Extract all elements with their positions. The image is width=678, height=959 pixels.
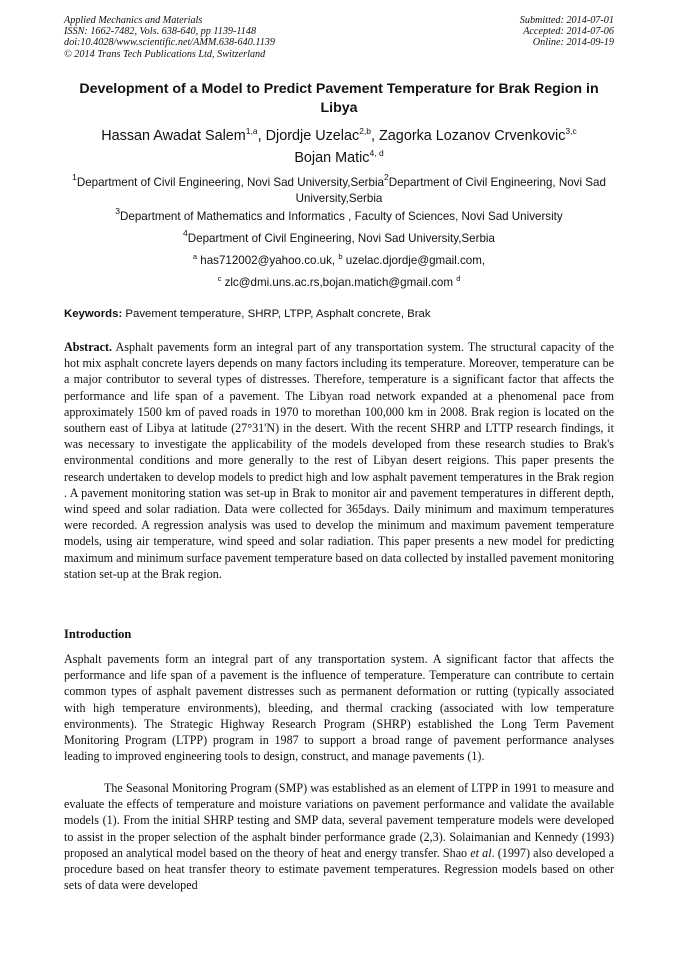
intro-paragraph-2-italic: et al — [470, 845, 492, 860]
paper-title: Development of a Model to Predict Pavement Temperature for Brak Region in Libya — [79, 81, 599, 116]
author-name: Djordje Uzelac — [265, 128, 360, 144]
email-address[interactable]: zlc@dmi.uns.ac.rs,bojan.matich@gmail.com — [224, 276, 453, 289]
author-sup: 1,a — [245, 126, 258, 136]
section-heading-introduction: Introduction — [64, 627, 132, 641]
doi: doi:10.4028/www.scientific.net/AMM.638-640.1139 — [64, 37, 275, 49]
author-sup: 4, d — [369, 148, 384, 158]
online-date: Online: 2014-09-19 — [532, 37, 614, 49]
affiliation-sup: 3 — [115, 206, 121, 216]
affiliation-sup: 1 — [72, 172, 77, 182]
author-name: Zagorka Lozanov Crvenkovic — [379, 128, 566, 144]
affiliation-text: Department of Civil Engineering, Novi Sad University,Serbia — [187, 232, 495, 245]
email-address[interactable]: has712002@yahoo.co.uk, — [200, 254, 336, 267]
author-sup: 3,c — [565, 126, 577, 136]
author-sup: 2,b — [359, 126, 372, 136]
publication-dates — [520, 15, 614, 49]
email-sup: c — [217, 274, 222, 283]
affiliation-text: Department of Civil Engineering, Novi Sad University,Serbia — [295, 176, 606, 205]
abstract — [64, 339, 614, 582]
email-line-2 — [60, 275, 618, 291]
email-sup: b — [338, 252, 343, 261]
intro-paragraph-1: Asphalt pavements form an integral part of any transportation system. A significant factor that affects the performance and life span of a pavement is the influence of temperature. Temperature can contribute to certain common types of asphalt pavement distresses such as permanent deformation or rutting (typically associated with high temperature environments), bleeding, and thermal cracking (associated with low temperature environments). The Strategic Highway Research Program (SHRP) established the Long Term Pavement Monitoring Program (LTPP) program in 1987 to support a broad range of pavement performance analyses leading to improved engineering tools to design, construct, and manage pavements (1). — [64, 652, 614, 764]
journal-info — [64, 15, 275, 60]
email-sup: d — [456, 274, 461, 283]
email-address[interactable]: uzelac.djordje@gmail.com, — [345, 254, 486, 267]
affiliation-1-2 — [60, 172, 618, 207]
author-name: Hassan Awadat Salem — [101, 128, 246, 144]
keywords-text: Pavement temperature, SHRP, LTPP, Asphalt concrete, Brak — [125, 308, 431, 320]
affiliation-sup: 4 — [183, 228, 188, 238]
abstract-text: Asphalt pavements form an integral part of any transportation system. The structural capacity of the hot mix asphalt concrete layers depends on many factors including its temperature. Moreover, temperature can be a major contributor to several types of distresses. Therefore, temperature is a significant factor that affects the performance and life span of a pavement. The Libyan road network expanded at a phenomenal pace from approximately 1500 km of paved roads in 1970 to morethan 100,000 km in 2008. Brak region is located on the southern east of Libya at latitude (27°31'N) in the desert. With the recent SHRP and LTTP research findings, it was necessary to investigate the applicability of the models developed from these research studies to Brak's environmental conditions and more generally to the rest of Libyan desert reigions. This paper presents the research undertaken to develop models to predict high and low asphalt pavement temperatures in the Brak region . A pavement monitoring station was set-up in Brak to monitor air and pavement temperatures in different depth, wind speed and solar radiation. Data were collected for 365days. Daily minimum and maximum temperatures were recorded. A regression analysis was used to develop the minimum and maximum pavement temperature models, using air temperature, wind speed and solar radiation. This paper presents a new model for predicting maximum and minimum surface pavement temperature based on data collected by installed pavement monitoring station set-up at the Brak region. — [64, 340, 614, 581]
copyright: © 2014 Trans Tech Publications Ltd, Switzerland — [64, 48, 266, 60]
affiliation-sup: 2 — [383, 172, 389, 182]
affiliation-4 — [60, 228, 618, 247]
affiliation-text: Department of Mathematics and Informatics , Faculty of Sciences, Novi Sad University — [120, 210, 563, 223]
intro-paragraph-2-text: The Seasonal Monitoring Program (SMP) was established as an element of LTPP in 1991 to measure and evaluate the effects of temperature and moisture variations on pavement performance and validate the available models (1). From the initial SHRP testing and SMP data, several pavement temperature models were developed to assist in the proper selection of the asphalt binder performance grade (2,3). Solaimanian and Kennedy (1993) proposed an analytical model based on the theory of heat and energy transfer. Shao — [64, 781, 614, 860]
keywords-label: Keywords: — [64, 308, 123, 320]
email-sup: a — [192, 252, 198, 261]
affiliation-text: Department of Civil Engineering, Novi Sad University,Serbia — [76, 176, 384, 189]
intro-paragraph-2-text-end: . (1997) also developed a procedure based on heat transfer theory to estimate pavement temperatures. Regression models based on other sets of data were developed — [64, 845, 614, 893]
submitted-date: Submitted: 2014-07-01 — [519, 15, 614, 26]
keywords — [64, 308, 431, 320]
journal-name: Applied Mechanics and Materials — [64, 15, 203, 26]
affiliation-3 — [60, 206, 618, 225]
author-list: Hassan Awadat Salem$^{1,a}$, Djordje Uzelac$^{2,b}$, Zagorka Lozanov Crvenkovic$^{3,c}$ Bojan Matic$^{4, d}$ — [101, 126, 577, 166]
accepted-date: Accepted: 2014-07-06 — [523, 26, 614, 38]
abstract-label: Abstract. — [64, 340, 113, 354]
intro-paragraph-2 — [64, 780, 614, 893]
author-name: Bojan Matic — [294, 150, 370, 166]
email-line-1 — [60, 253, 618, 269]
issn: ISSN: 1662-7482, Vols. 638-640, pp 1139-1148 — [64, 26, 257, 38]
